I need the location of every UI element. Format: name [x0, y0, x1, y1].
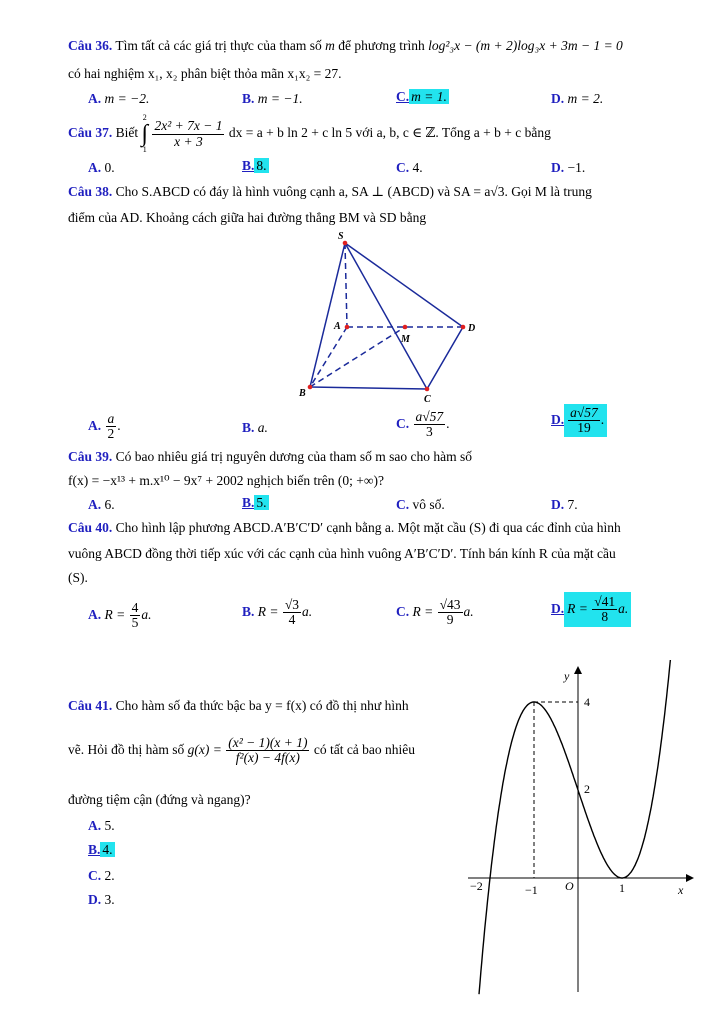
x-axis-label: x — [678, 883, 684, 897]
q38-option-c[interactable]: C. $\frac{a√57}{3}$ . — [396, 409, 450, 440]
q37-option-d[interactable]: D. −1. — [551, 160, 586, 175]
point-C — [425, 387, 430, 392]
point-D — [461, 325, 466, 330]
q36-option-a[interactable]: A. m = −2. — [88, 91, 150, 106]
tick-label-neg2: −2 — [470, 879, 483, 893]
origin-label: O — [565, 879, 574, 893]
point-B — [308, 385, 313, 390]
q40-option-d[interactable]: D. R = $\frac{√41}{8}$ a. — [551, 592, 631, 627]
point-M — [403, 325, 408, 330]
q40-option-b[interactable]: B. R = $\frac{√3}{4}$ a. — [242, 597, 313, 628]
q36-number: Câu 36. — [68, 38, 113, 53]
q39-line1: Câu 39. Có bao nhiêu giá trị nguyên dương của tham số m sao cho hàm số — [68, 449, 473, 464]
label-S: S — [338, 231, 344, 242]
q40-line1: Câu 40. Cho hình lập phương ABCD.A′B′C′D′ cạnh bằng a. Một mặt cầu (S) đi qua các đỉnh của hình — [68, 520, 621, 535]
q36-equation: log²₃x − (m + 2)log₃x + 3m − 1 = 0 — [428, 38, 623, 53]
q40-line2: vuông ABCD đồng thời tiếp xúc với các cạnh của hình vuông A′B′C′D′. Tính bán kính R của mặt cầu — [68, 546, 616, 561]
q36-line2: có hai nghiệm x₁, x₂ phân biệt thỏa mãn x₁x₂ = 27. — [68, 66, 342, 81]
edge-SC — [345, 243, 427, 389]
label-B: B — [299, 388, 306, 399]
q41-number: Câu 41. — [68, 698, 113, 713]
edge-SD — [345, 243, 463, 327]
q36-option-b[interactable]: B. m = −1. — [242, 91, 303, 106]
q41-line3: đường tiệm cận (đứng và ngang)? — [68, 792, 251, 807]
q41-option-c[interactable]: C. 2. — [88, 868, 115, 883]
q37-line1: Câu 37. Biết 2 ∫ 1 $\frac{\text{2x² + 7x − 1}}{x + 3}$ dx = a + b ln 2 + c ln 5 với a, b, c ∈ ℤ. Tổng a + b + c bằng — [68, 113, 551, 154]
q36-line1: Câu 36. Tìm tất cả các giá trị thực của tham số m để phương trình log²₃x − (m + 2)log₃x + 3m − 1 = 0 — [68, 38, 623, 53]
q39-option-a[interactable]: A. 6. — [88, 497, 115, 512]
integral-sign: 2 ∫ 1 — [141, 113, 149, 154]
q38-number: Câu 38. — [68, 184, 113, 199]
edge-CD — [427, 327, 463, 389]
q41-line1: Câu 41. Cho hàm số đa thức bậc ba y = f(x) có đồ thị như hình — [68, 698, 409, 713]
point-A — [345, 325, 350, 330]
tick-label-4: 4 — [584, 695, 590, 709]
q38-option-a[interactable]: A. $\frac{a}{2}$ . — [88, 411, 121, 442]
q36-text-a: Tìm tất cả các giá trị thực của tham số — [115, 38, 322, 53]
label-D: D — [468, 323, 476, 334]
q36-option-c[interactable]: C. m = 1. — [396, 89, 447, 104]
q38-line2: điểm của AD. Khoảng cách giữa hai đường thẳng BM và SD bằng — [68, 210, 427, 225]
q40-option-c[interactable]: C. R = $\frac{√43}{9}$ a. — [396, 597, 474, 628]
q41-option-b[interactable]: B. 4. — [88, 842, 113, 857]
tick-label-1: 1 — [619, 881, 625, 895]
tick-label-2: 2 — [584, 782, 590, 796]
edge-SA — [345, 243, 347, 327]
q39-line2: f(x) = −x¹³ + m.x¹⁰ − 9x⁷ + 2002 nghịch biến trên (0; +∞)? — [68, 473, 385, 488]
q41-line2: vẽ. Hỏi đồ thị hàm số g(x) = $\frac{\text{(x² − 1)(x + 1)}}{\text{f²(x) − 4f(x)}}$ có tất cả bao nhiêu — [68, 735, 416, 766]
label-C: C — [424, 394, 431, 405]
tick-label-neg1: −1 — [525, 883, 538, 897]
q37-option-c[interactable]: C. 4. — [396, 160, 423, 175]
q37-option-b[interactable]: B. 8. — [242, 158, 267, 173]
q39-number: Câu 39. — [68, 449, 113, 464]
edge-AB — [310, 327, 347, 387]
q39-option-d[interactable]: D. 7. — [551, 497, 578, 512]
q40-line3: (S). — [68, 570, 88, 585]
q36-option-d[interactable]: D. m = 2. — [551, 91, 604, 106]
pyramid-figure — [290, 225, 490, 405]
q39-option-c[interactable]: C. vô số. — [396, 497, 445, 512]
q38-line1: Câu 38. Cho S.ABCD có đáy là hình vuông cạnh a, SA ⊥ (ABCD) và SA = a√3. Gọi M là trung — [68, 184, 592, 199]
y-axis-label: y — [564, 669, 570, 683]
q38-option-b[interactable]: B. a. — [242, 420, 268, 435]
q41-option-d[interactable]: D. 3. — [88, 892, 115, 907]
q40-number: Câu 40. — [68, 520, 113, 535]
cubic-graph — [468, 660, 698, 1000]
q39-option-b[interactable]: B. 5. — [242, 495, 267, 510]
q37-number: Câu 37. — [68, 125, 113, 141]
cubic-curve — [479, 660, 670, 994]
label-M: M — [401, 334, 410, 345]
edge-BC — [310, 387, 427, 389]
q38-option-d[interactable]: D. $\frac{a√57}{19}$ . — [551, 404, 607, 437]
q40-option-a[interactable]: A. R = $\frac{4}{5}$ a. — [88, 600, 152, 631]
label-A: A — [334, 321, 341, 332]
q37-option-a[interactable]: A. 0. — [88, 160, 115, 175]
q36-text-b: để phương trình — [338, 38, 425, 53]
segment-BM — [310, 327, 405, 387]
edge-SB — [310, 243, 345, 387]
q41-option-a[interactable]: A. 5. — [88, 818, 115, 833]
